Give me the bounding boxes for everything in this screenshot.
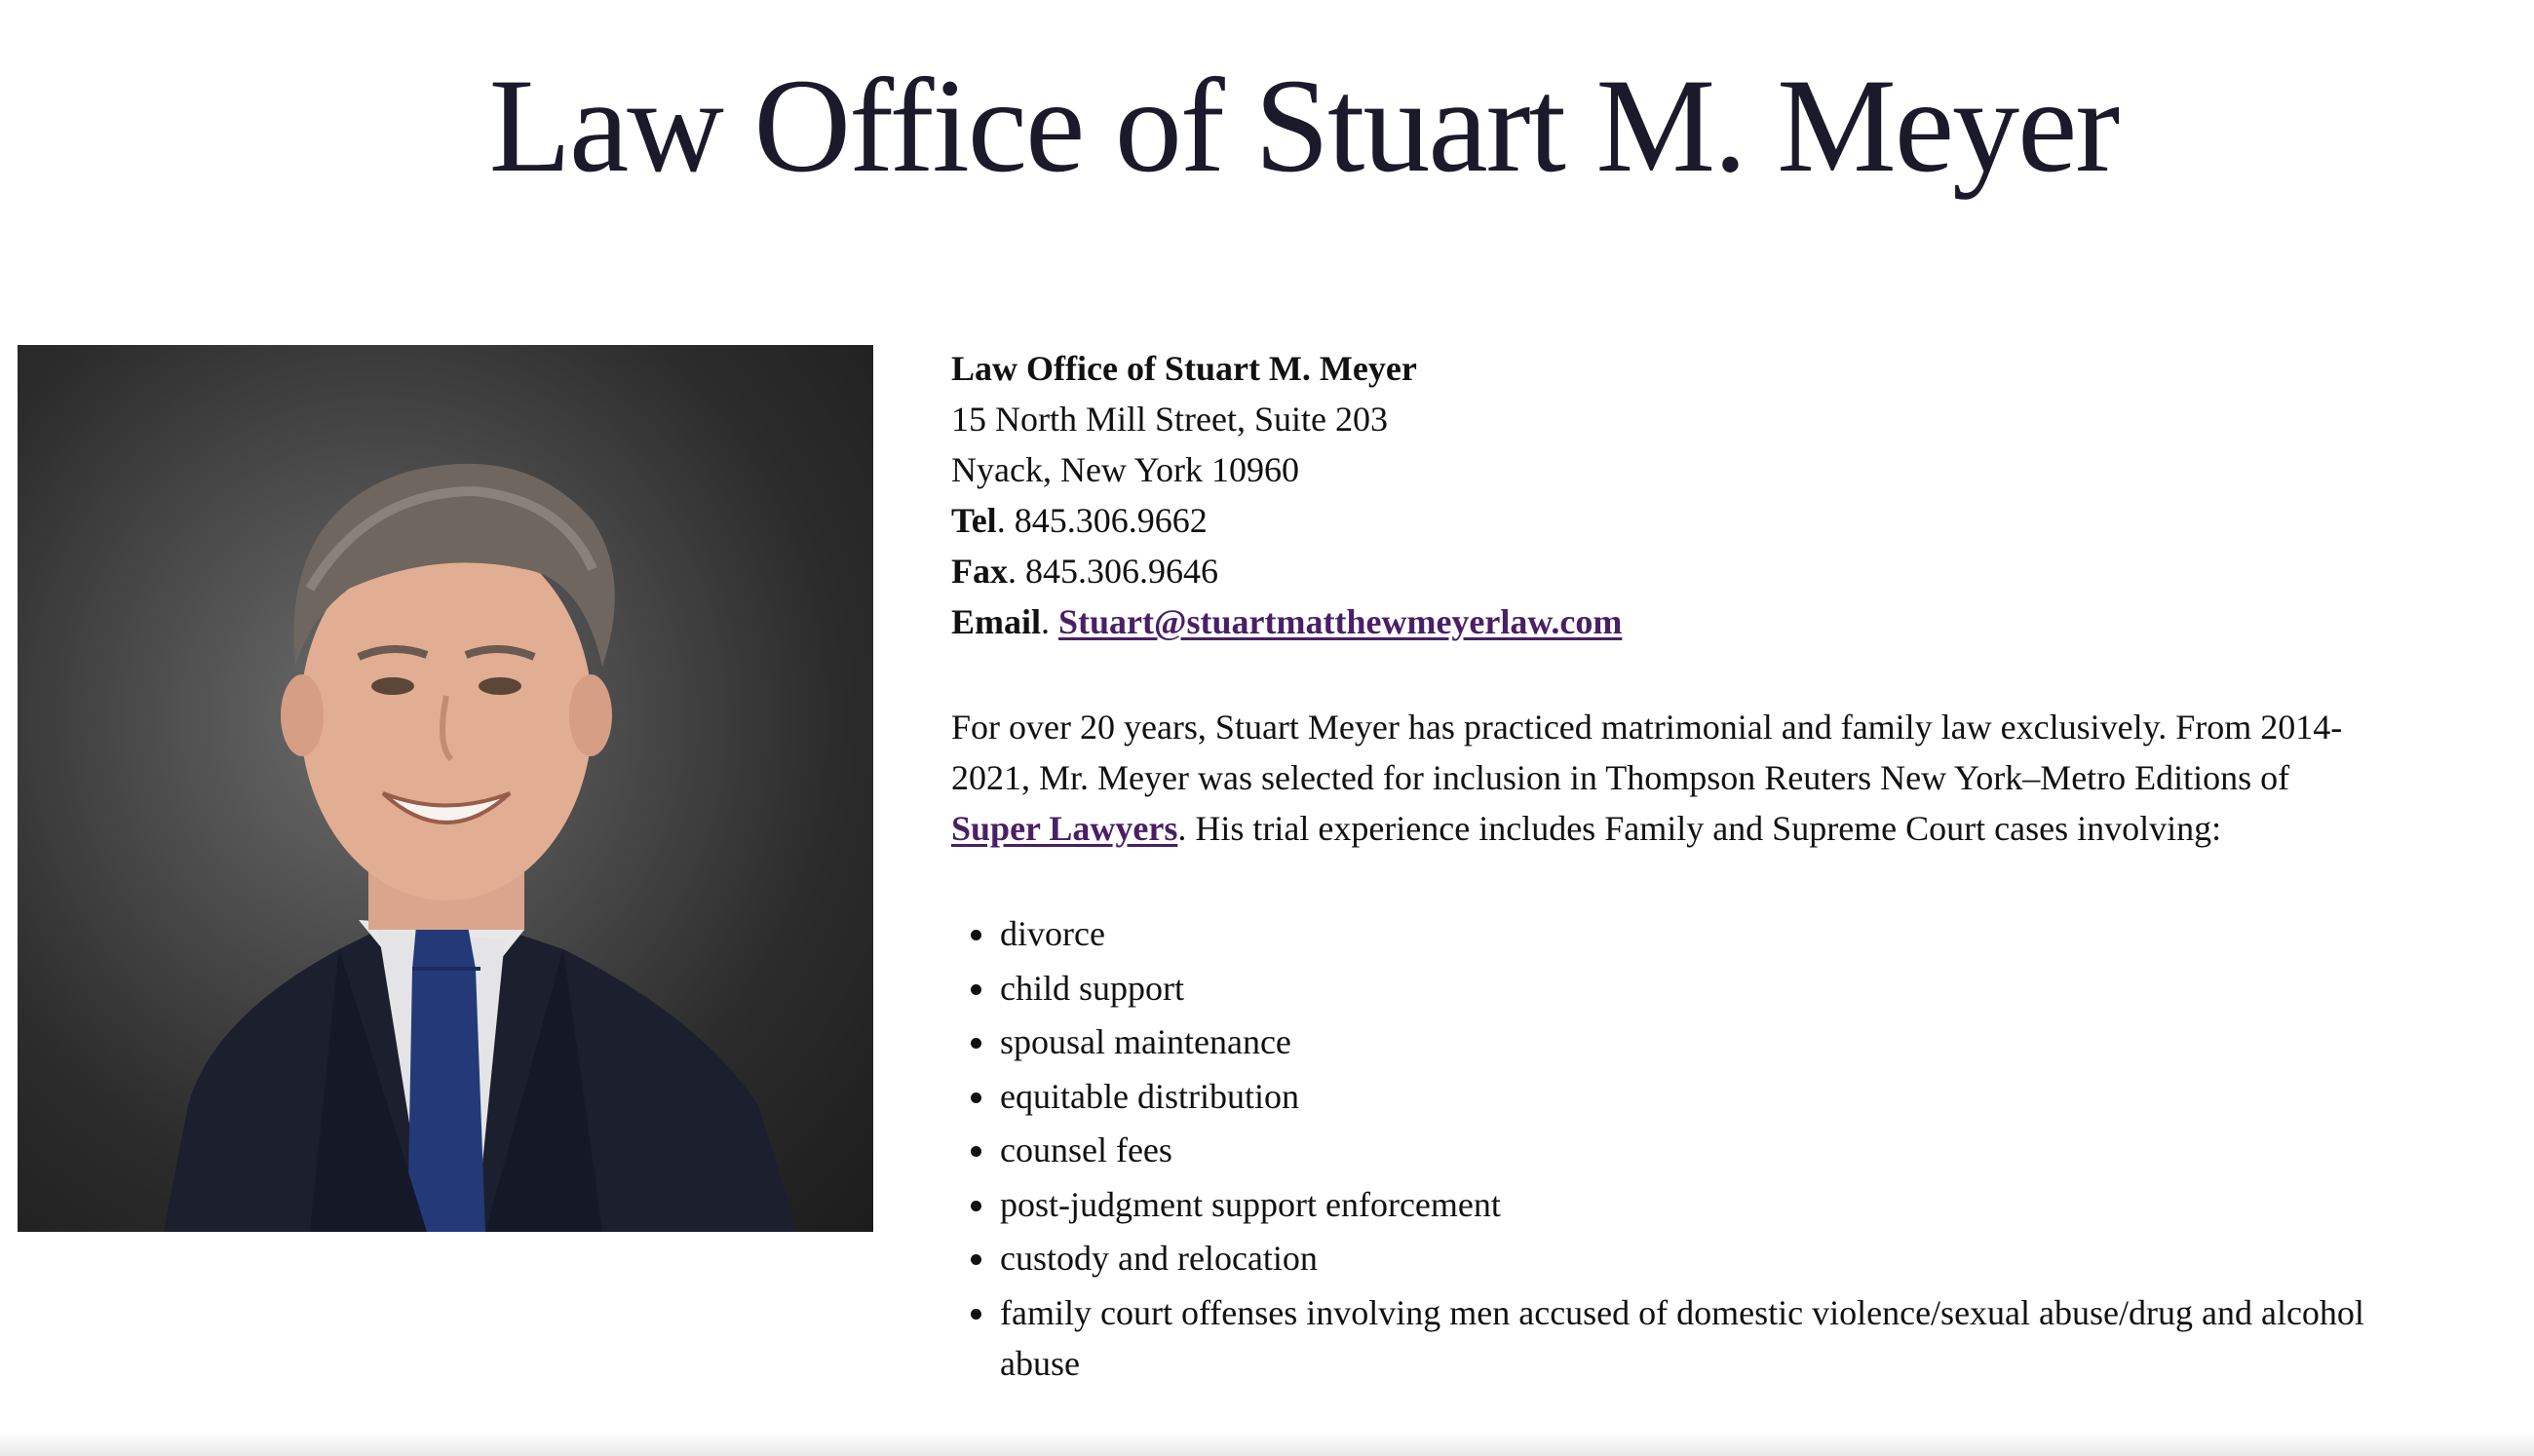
bottom-fade bbox=[0, 1433, 2534, 1456]
email-separator: . bbox=[1041, 602, 1059, 641]
telephone bbox=[951, 495, 2384, 546]
super-lawyers-link[interactable]: Super Lawyers bbox=[951, 809, 1178, 848]
email-label: Email bbox=[951, 602, 1042, 641]
list-item: • counsel fees bbox=[998, 1125, 2384, 1175]
list-item: • spousal maintenance bbox=[998, 1016, 2384, 1067]
address-line-1: 15 North Mill Street, Suite 203 bbox=[951, 400, 1388, 439]
bio-text-before: For over 20 years, Stuart Meyer has practiced matrimonial and family law exclusively. From 2014-2021, Mr. Meyer was selected for inclusion in Thompson Reuters New York–Metro Editions of bbox=[951, 708, 2343, 797]
attorney-portrait bbox=[18, 345, 873, 1232]
tel-label: Tel bbox=[951, 501, 997, 540]
fax-value: . 845.306.9646 bbox=[1008, 552, 1218, 591]
email-link[interactable]: Stuart@stuartmatthewmeyerlaw.com bbox=[1058, 602, 1623, 641]
list-item: • equitable distribution bbox=[998, 1071, 2384, 1122]
list-item: • divorce bbox=[998, 908, 2384, 959]
fax bbox=[951, 546, 2384, 596]
case-types-list bbox=[951, 908, 2384, 1389]
person-photo-icon bbox=[18, 345, 873, 1232]
tel-value: . 845.306.9662 bbox=[996, 501, 1208, 540]
main-content bbox=[951, 343, 2384, 1392]
office-name: Law Office of Stuart M. Meyer bbox=[951, 349, 1417, 388]
address-line-2: Nyack, New York 10960 bbox=[951, 450, 1299, 489]
site-title: Law Office of Stuart M. Meyer bbox=[488, 51, 2119, 200]
bio-paragraph bbox=[951, 702, 2384, 854]
list-item: • custody and relocation bbox=[998, 1233, 2384, 1284]
list-item: • child support bbox=[998, 963, 2384, 1014]
contact-block bbox=[951, 343, 2384, 647]
list-item: • post-judgment support enforcement bbox=[998, 1179, 2384, 1230]
fax-label: Fax bbox=[951, 552, 1008, 591]
email bbox=[951, 596, 2384, 647]
list-item: • family court offenses involving men accused of domestic violence/sexual abuse/drug and alcohol abuse bbox=[998, 1287, 2384, 1389]
bio-text-after: . His trial experience includes Family and Supreme Court cases involving: bbox=[1177, 809, 2222, 848]
